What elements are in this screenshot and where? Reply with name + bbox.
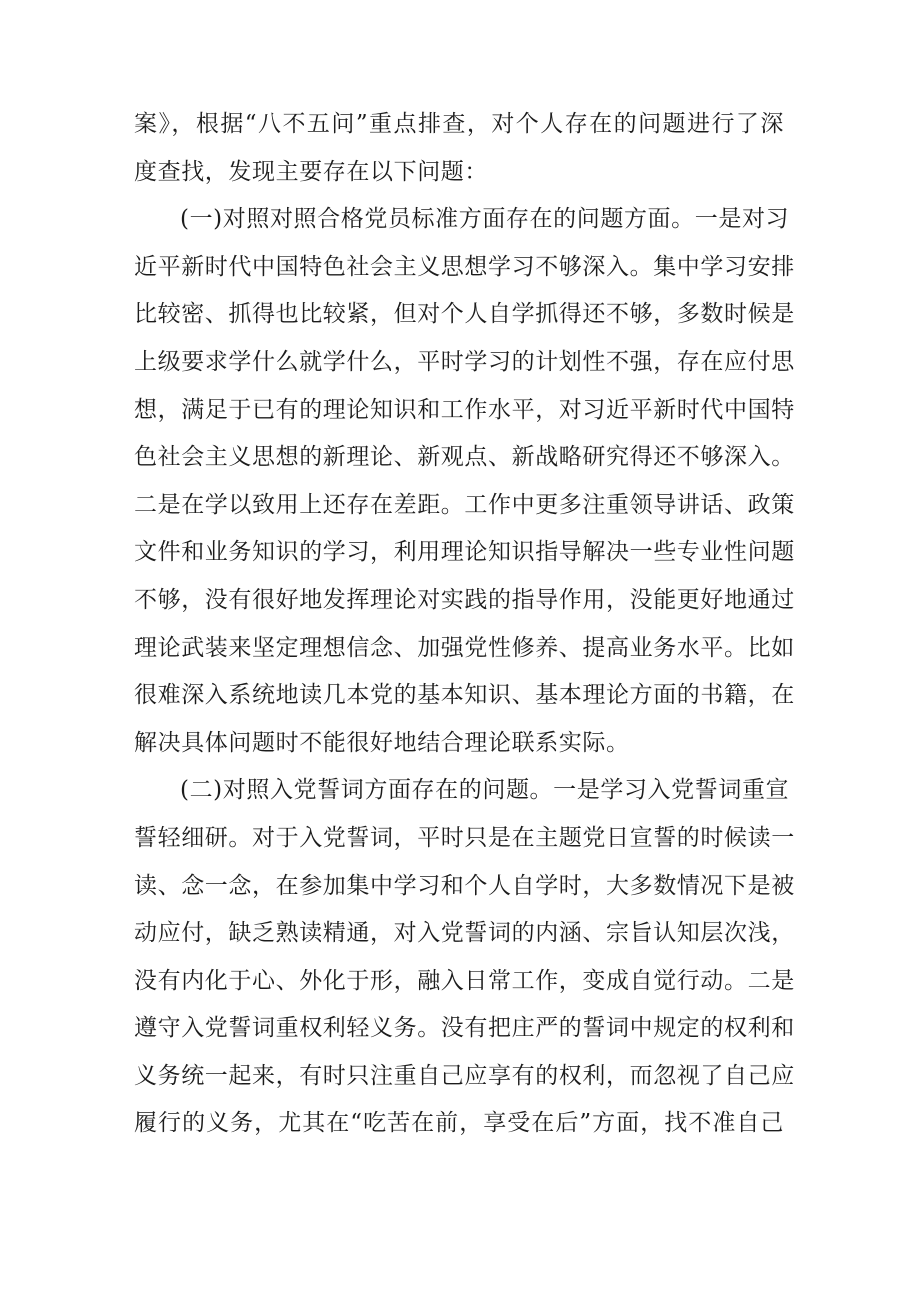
text-line: 文件和业务知识的学习，利用理论知识指导解决一些专业性问题 <box>134 539 795 566</box>
text-line: (一)对照对照合格党员标准方面存在的问题方面。一是对习 <box>180 206 790 233</box>
document-body <box>134 101 795 1148</box>
text-line: 想，满足于已有的理论知识和工作水平，对习近平新时代中国特 <box>134 396 795 423</box>
text-line: 解决具体问题时不能很好地结合理论联系实际。 <box>134 729 630 756</box>
text-line: 色社会主义思想的新理论、新观点、新战略研究得还不够深入。 <box>134 444 795 471</box>
text-line: 义务统一起来，有时只注重自己应享有的权利，而忽视了自己应 <box>134 1062 795 1089</box>
text-line: 比较密、抓得也比较紧，但对个人自学抓得还不够，多数时候是 <box>134 301 795 328</box>
text-line: 遵守入党誓词重权利轻义务。没有把庄严的誓词中规定的权利和 <box>134 1015 795 1042</box>
text-line: (二)对照入党誓词方面存在的问题。一是学习入党誓词重宣 <box>180 777 790 804</box>
text-line: 二是在学以致用上还存在差距。工作中更多注重领导讲话、政策 <box>134 491 795 518</box>
text-line: 读、念一念，在参加集中学习和个人自学时，大多数情况下是被 <box>134 872 795 899</box>
text-line: 履行的义务，尤其在“吃苦在前，享受在后”方面，找不准自己 <box>134 1110 784 1137</box>
text-line: 上级要求学什么就学什么，平时学习的计划性不强，存在应付思 <box>134 348 795 375</box>
text-line: 誓轻细研。对于入党誓词，平时只是在主题党日宣誓的时候读一 <box>134 824 795 851</box>
paragraph-continuation <box>134 101 784 196</box>
text-line: 不够，没有很好地发挥理论对实践的指导作用，没能更好地通过 <box>134 586 795 613</box>
paragraph-section-one <box>134 196 795 767</box>
text-line: 度查找，发现主要存在以下问题： <box>134 158 488 185</box>
text-line: 理论武装来坚定理想信念、加强党性修养、提高业务水平。比如 <box>134 634 795 661</box>
text-line: 动应付，缺乏熟读精通，对入党誓词的内涵、宗旨认知层次浅， <box>134 920 795 947</box>
text-line: 很难深入系统地读几本党的基本知识、基本理论方面的书籍，在 <box>134 682 795 709</box>
text-line: 案》，根据“八不五问”重点排查，对个人存在的问题进行了深 <box>134 111 784 137</box>
paragraph-section-two <box>134 767 795 1148</box>
text-line: 近平新时代中国特色社会主义思想学习不够深入。集中学习安排 <box>134 253 795 280</box>
text-line: 没有内化于心、外化于形，融入日常工作，变成自觉行动。二是 <box>134 967 795 994</box>
